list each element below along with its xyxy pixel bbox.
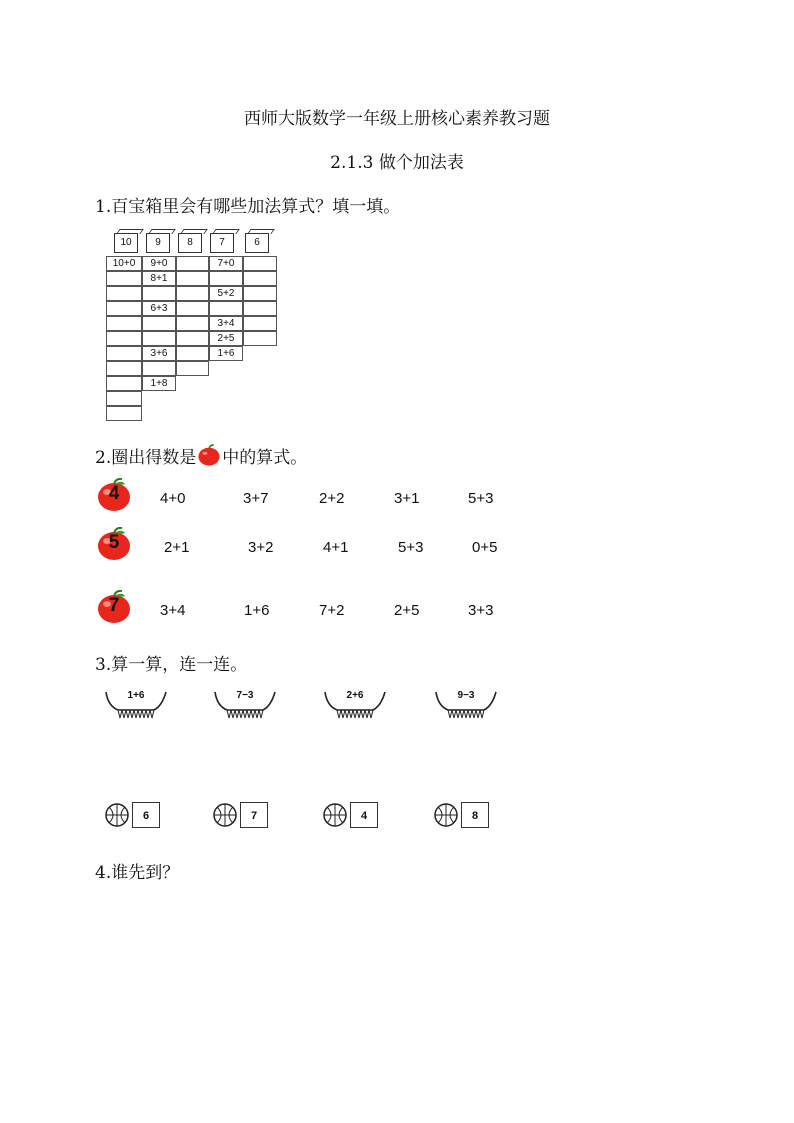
answer-box[interactable]: 7 <box>240 802 268 828</box>
apple-number: 4 <box>108 483 120 504</box>
answer-box[interactable]: 4 <box>350 802 378 828</box>
table-cell[interactable] <box>106 406 142 421</box>
table-cell[interactable] <box>209 271 243 286</box>
table-cell[interactable] <box>176 316 209 331</box>
table-cell[interactable] <box>176 361 209 376</box>
expression[interactable]: 2+5 <box>394 602 420 619</box>
question-4-heading: 4.谁先到？ <box>95 863 180 883</box>
hoop-expression[interactable]: 2+6 <box>346 690 364 701</box>
answer-box[interactable]: 6 <box>132 802 160 828</box>
table-cell[interactable]: 6+3 <box>142 301 176 316</box>
number-box: 8 <box>178 233 202 253</box>
table-cell[interactable] <box>142 361 176 376</box>
expression[interactable]: 3+3 <box>468 602 494 619</box>
basketball-icon <box>433 802 459 828</box>
table-cell[interactable] <box>243 316 277 331</box>
number-box: 6 <box>245 233 269 253</box>
table-cell[interactable]: 1+8 <box>142 376 176 391</box>
hoop-expression[interactable]: 9−3 <box>457 690 475 701</box>
table-cell[interactable] <box>243 271 277 286</box>
table-cell[interactable] <box>176 331 209 346</box>
answer-box[interactable]: 8 <box>461 802 489 828</box>
table-cell[interactable] <box>243 301 277 316</box>
table-cell[interactable]: 10+0 <box>106 256 142 271</box>
apple-number: 5 <box>108 532 120 553</box>
table-cell[interactable] <box>106 361 142 376</box>
table-cell[interactable] <box>106 271 142 286</box>
question-1-heading: 1.百宝箱里会有哪些加法算式？填一填。 <box>95 197 401 217</box>
expression[interactable]: 5+3 <box>398 539 424 556</box>
basketball-icon <box>212 802 238 828</box>
table-cell[interactable] <box>243 256 277 271</box>
expression[interactable]: 2+1 <box>164 539 190 556</box>
expression[interactable]: 0+5 <box>472 539 498 556</box>
table-cell[interactable]: 3+6 <box>142 346 176 361</box>
table-cell[interactable]: 7+0 <box>209 256 243 271</box>
table-cell[interactable] <box>209 301 243 316</box>
table-cell[interactable] <box>106 331 142 346</box>
question-2-heading-pre: 2.圈出得数是 <box>95 448 197 468</box>
table-cell[interactable]: 2+5 <box>209 331 243 346</box>
expression[interactable]: 3+2 <box>248 539 274 556</box>
table-cell[interactable] <box>106 376 142 391</box>
expression[interactable]: 4+0 <box>160 490 186 507</box>
expression[interactable]: 7+2 <box>319 602 345 619</box>
basketball-icon <box>104 802 130 828</box>
hoop-expression[interactable]: 7−3 <box>236 690 254 701</box>
number-box: 10 <box>114 233 138 253</box>
table-cell[interactable] <box>176 286 209 301</box>
table-cell[interactable]: 1+6 <box>209 346 243 361</box>
expression[interactable]: 3+4 <box>160 602 186 619</box>
table-cell[interactable] <box>106 391 142 406</box>
apple-icon <box>196 443 222 467</box>
table-cell[interactable] <box>106 301 142 316</box>
expression[interactable]: 4+1 <box>323 539 349 556</box>
expression[interactable]: 1+6 <box>244 602 270 619</box>
number-box: 7 <box>210 233 234 253</box>
page-title: 西师大版数学一年级上册核心素养教习题 <box>244 109 550 129</box>
question-2-heading <box>95 443 307 468</box>
expression[interactable]: 3+1 <box>394 490 420 507</box>
table-cell[interactable] <box>142 286 176 301</box>
number-box: 9 <box>146 233 170 253</box>
expression[interactable]: 3+7 <box>243 490 269 507</box>
table-cell[interactable] <box>176 256 209 271</box>
table-cell[interactable]: 9+0 <box>142 256 176 271</box>
table-cell[interactable] <box>176 301 209 316</box>
table-cell[interactable] <box>142 316 176 331</box>
table-cell[interactable]: 3+4 <box>209 316 243 331</box>
table-cell[interactable] <box>243 286 277 301</box>
table-cell[interactable] <box>106 316 142 331</box>
basketball-icon <box>322 802 348 828</box>
table-cell[interactable]: 5+2 <box>209 286 243 301</box>
table-cell[interactable] <box>106 286 142 301</box>
expression[interactable]: 2+2 <box>319 490 345 507</box>
question-2-heading-post: 中的算式。 <box>222 448 308 468</box>
hoop-expression[interactable]: 1+6 <box>127 690 145 701</box>
table-cell[interactable] <box>106 346 142 361</box>
table-cell[interactable] <box>176 271 209 286</box>
expression[interactable]: 5+3 <box>468 490 494 507</box>
question-3-heading: 3.算一算，连一连。 <box>95 655 248 675</box>
apple-number: 7 <box>108 595 120 616</box>
table-cell[interactable]: 8+1 <box>142 271 176 286</box>
table-cell[interactable] <box>176 346 209 361</box>
table-cell[interactable] <box>243 331 277 346</box>
table-cell[interactable] <box>142 331 176 346</box>
section-subtitle: 2.1.3 做个加法表 <box>330 153 464 173</box>
